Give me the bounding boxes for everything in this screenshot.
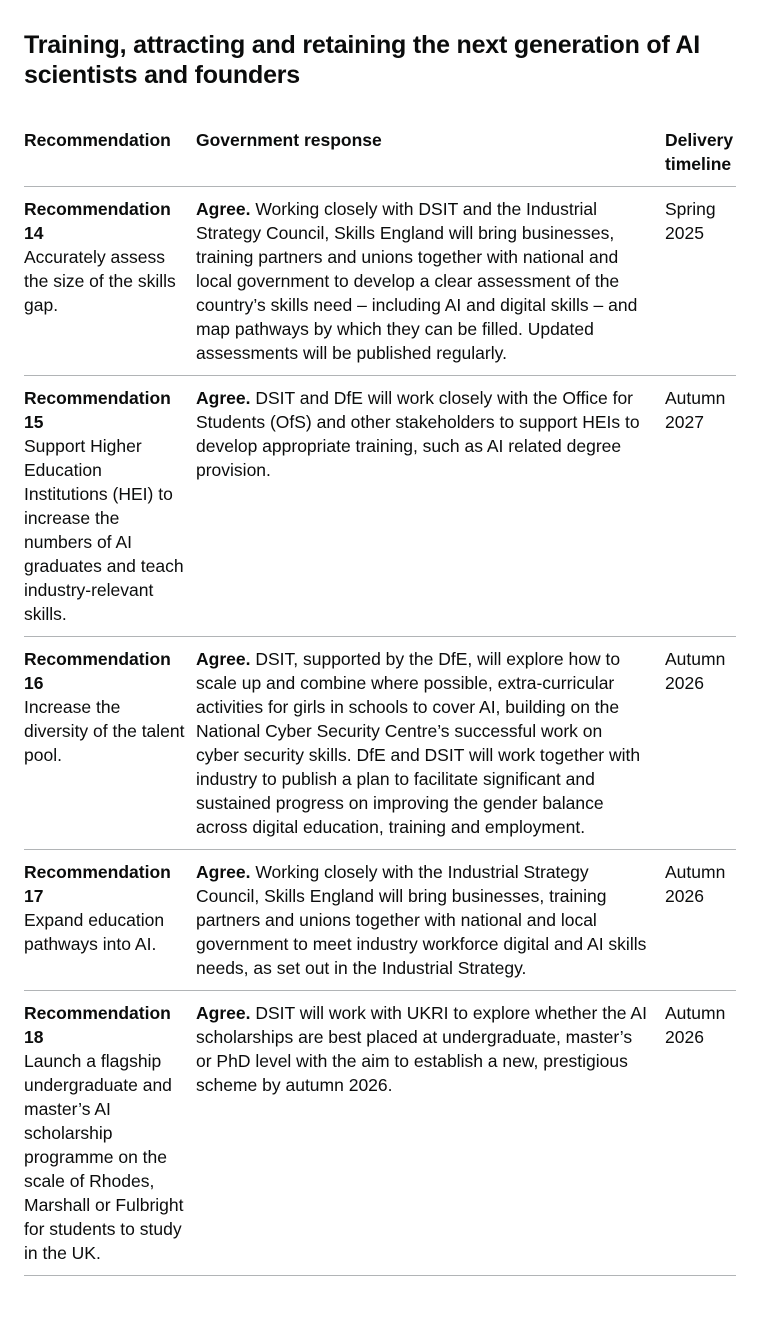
recommendation-cell: [24, 850, 196, 991]
recommendation-cell: [24, 376, 196, 637]
delivery-timeline: Autumn 2026: [665, 850, 736, 991]
delivery-timeline: Autumn 2026: [665, 637, 736, 850]
recommendation-number: Recommendation 14: [24, 199, 171, 243]
response-text: DSIT will work with UKRI to explore whether the AI scholarships are best placed at undergraduate, master’s or PhD level with the aim to establish a new, prestigious scheme by autumn 2026.: [196, 1003, 647, 1095]
recommendation-cell: [24, 187, 196, 376]
response-cell: [196, 637, 665, 850]
recommendation-number: Recommendation 16: [24, 649, 171, 693]
recommendation-description: Increase the diversity of the talent pool.: [24, 697, 185, 765]
recommendation-description: Accurately assess the size of the skills gap.: [24, 247, 176, 315]
table-row: [24, 637, 736, 850]
delivery-timeline: Autumn 2026: [665, 991, 736, 1276]
recommendation-description: Support Higher Education Institutions (HEI) to increase the numbers of AI graduates and teach industry-relevant skills.: [24, 436, 184, 624]
delivery-timeline: Spring 2025: [665, 187, 736, 376]
response-verdict: Agree.: [196, 199, 256, 219]
response-verdict: Agree.: [196, 1003, 256, 1023]
recommendations-table: [24, 128, 736, 1276]
header-delivery-timeline: Delivery timeline: [665, 128, 736, 187]
response-text: Working closely with DSIT and the Industrial Strategy Council, Skills England will bring businesses, training partners and unions together with national and local government to develop a clear assessment of the country’s skills need – including AI and digital skills – and map pathways by which they can be filled. Updated assessments will be published regularly.: [196, 199, 638, 363]
response-verdict: Agree.: [196, 388, 256, 408]
recommendation-number: Recommendation 18: [24, 1003, 171, 1047]
response-cell: [196, 187, 665, 376]
response-verdict: Agree.: [196, 862, 256, 882]
response-cell: [196, 376, 665, 637]
table-row: [24, 850, 736, 991]
recommendation-cell: [24, 637, 196, 850]
table-row: [24, 991, 736, 1276]
recommendation-description: Launch a flagship undergraduate and master’s AI scholarship programme on the scale of Rhodes, Marshall or Fulbright for students to study in the UK.: [24, 1051, 184, 1263]
delivery-timeline: Autumn 2027: [665, 376, 736, 637]
response-verdict: Agree.: [196, 649, 256, 669]
recommendation-number: Recommendation 15: [24, 388, 171, 432]
table-row: [24, 187, 736, 376]
response-text: DSIT and DfE will work closely with the Office for Students (OfS) and other stakeholders to support HEIs to develop appropriate training, such as AI related degree provision.: [196, 388, 640, 480]
section-title: Training, attracting and retaining the next generation of AI scientists and founders: [24, 31, 701, 89]
header-government-response: Government response: [196, 128, 665, 187]
recommendation-number: Recommendation 17: [24, 862, 171, 906]
recommendation-description: Expand education pathways into AI.: [24, 910, 165, 954]
response-cell: [196, 991, 665, 1276]
response-cell: [196, 850, 665, 991]
response-text: Working closely with the Industrial Strategy Council, Skills England will bring businesses, training partners and unions together with national and local government to meet industry workforce digital and AI skills needs, as set out in the Industrial Strategy.: [196, 862, 647, 978]
table-row: [24, 376, 736, 637]
response-text: DSIT, supported by the DfE, will explore how to scale up and combine where possible, extra-curricular activities for girls in schools to cover AI, building on the National Cyber Security Centre’s successful work on cyber security skills. DfE and DSIT will work together with industry to publish a plan to facilitate significant and sustained progress on improving the gender balance across digital education, training and employment.: [196, 649, 641, 837]
recommendation-cell: [24, 991, 196, 1276]
table-header-row: [24, 128, 736, 187]
header-recommendation: Recommendation: [24, 128, 196, 187]
